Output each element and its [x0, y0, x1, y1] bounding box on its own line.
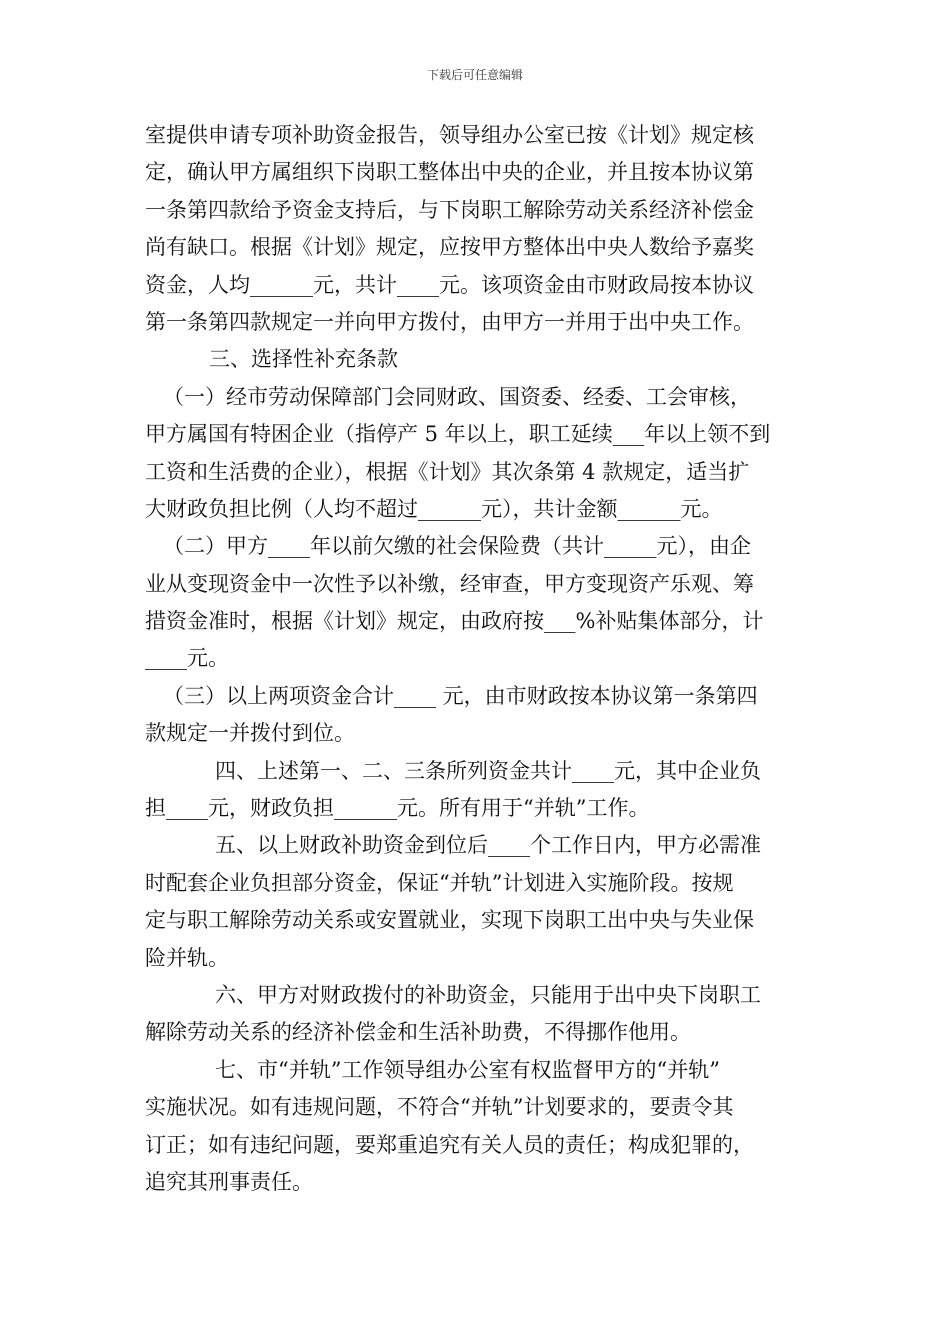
text-line: 措资金准时，根据《计划》规定，由政府按___%补贴集体部分，计: [145, 609, 764, 634]
text-line: （一）经市劳动保障部门会同财政、国资委、经委、工会审核，: [163, 384, 751, 409]
text-line: 资金，人均______元，共计____元。该项资金由市财政局按本协议: [145, 272, 754, 297]
text-line: 第一条第四款规定一并向甲方拨付，由甲方一并用于出中央工作。: [145, 309, 754, 334]
text-line: 甲方属国有特困企业（指停产 5 年以上，职工延续___年以上领不到: [145, 422, 771, 447]
text-line: 一条第四款给予资金支持后，与下岗职工解除劳动关系经济补偿金: [145, 197, 754, 222]
text-line: 解除劳动关系的经济补偿金和生活补助费，不得挪作他用。: [145, 1020, 691, 1045]
text-line: 订正；如有违纪问题，要郑重追究有关人员的责任；构成犯罪的，: [145, 1132, 754, 1157]
text-line: 五、以上财政补助资金到位后____个工作日内，甲方必需准: [215, 833, 761, 858]
text-line: （三）以上两项资金合计____ 元，由市财政按本协议第一条第四: [163, 683, 758, 708]
text-line: 定，确认甲方属组织下岗职工整体出中央的企业，并且按本协议第: [145, 160, 754, 185]
text-line: 尚有缺口。根据《计划》规定，应按甲方整体出中央人数给予嘉奖: [145, 235, 754, 260]
text-line: 业从变现资金中一次性予以补缴，经审查，甲方变现资产乐观、筹: [145, 571, 754, 596]
text-line: 四、上述第一、二、三条所列资金共计____元，其中企业负: [215, 758, 761, 783]
text-line: 定与职工解除劳动关系或安置就业，实现下岗职工出中央与失业保: [145, 908, 754, 933]
text-line: 室提供申请专项补助资金报告，领导组办公室已按《计划》规定核: [145, 123, 754, 147]
text-line: 三、选择性补充条款: [209, 347, 398, 372]
text-line: 工资和生活费的企业），根据《计划》其次条第 4 款规定，适当扩: [145, 459, 750, 484]
text-line: 时配套企业负担部分资金，保证“并轨”计划进入实施阶段。按规: [145, 870, 734, 895]
text-line: 七、市“并轨”工作领导组办公室有权监督甲方的“并轨”: [215, 1057, 720, 1082]
text-line: ____元。: [145, 646, 229, 671]
text-line: 大财政负担比例（人均不超过______元），共计金额______元。: [145, 496, 723, 521]
text-line: 款规定一并拨付到位。: [145, 721, 355, 746]
text-line: 险并轨。: [145, 945, 229, 970]
text-line: 六、甲方对财政拨付的补助资金，只能用于出中央下岗职工: [215, 982, 761, 1007]
text-line: 实施状况。如有违规问题，不符合“并轨”计划要求的，要责令其: [145, 1095, 734, 1120]
document-body: [145, 117, 810, 1201]
page-header: 下载后可任意编辑: [426, 68, 523, 82]
text-line: 担____元，财政负担______元。所有用于“并轨”工作。: [145, 796, 650, 821]
text-line: 追究其刑事责任。: [145, 1169, 313, 1194]
text-line: （二）甲方____年以前欠缴的社会保险费（共计_____元），由企: [163, 534, 751, 559]
